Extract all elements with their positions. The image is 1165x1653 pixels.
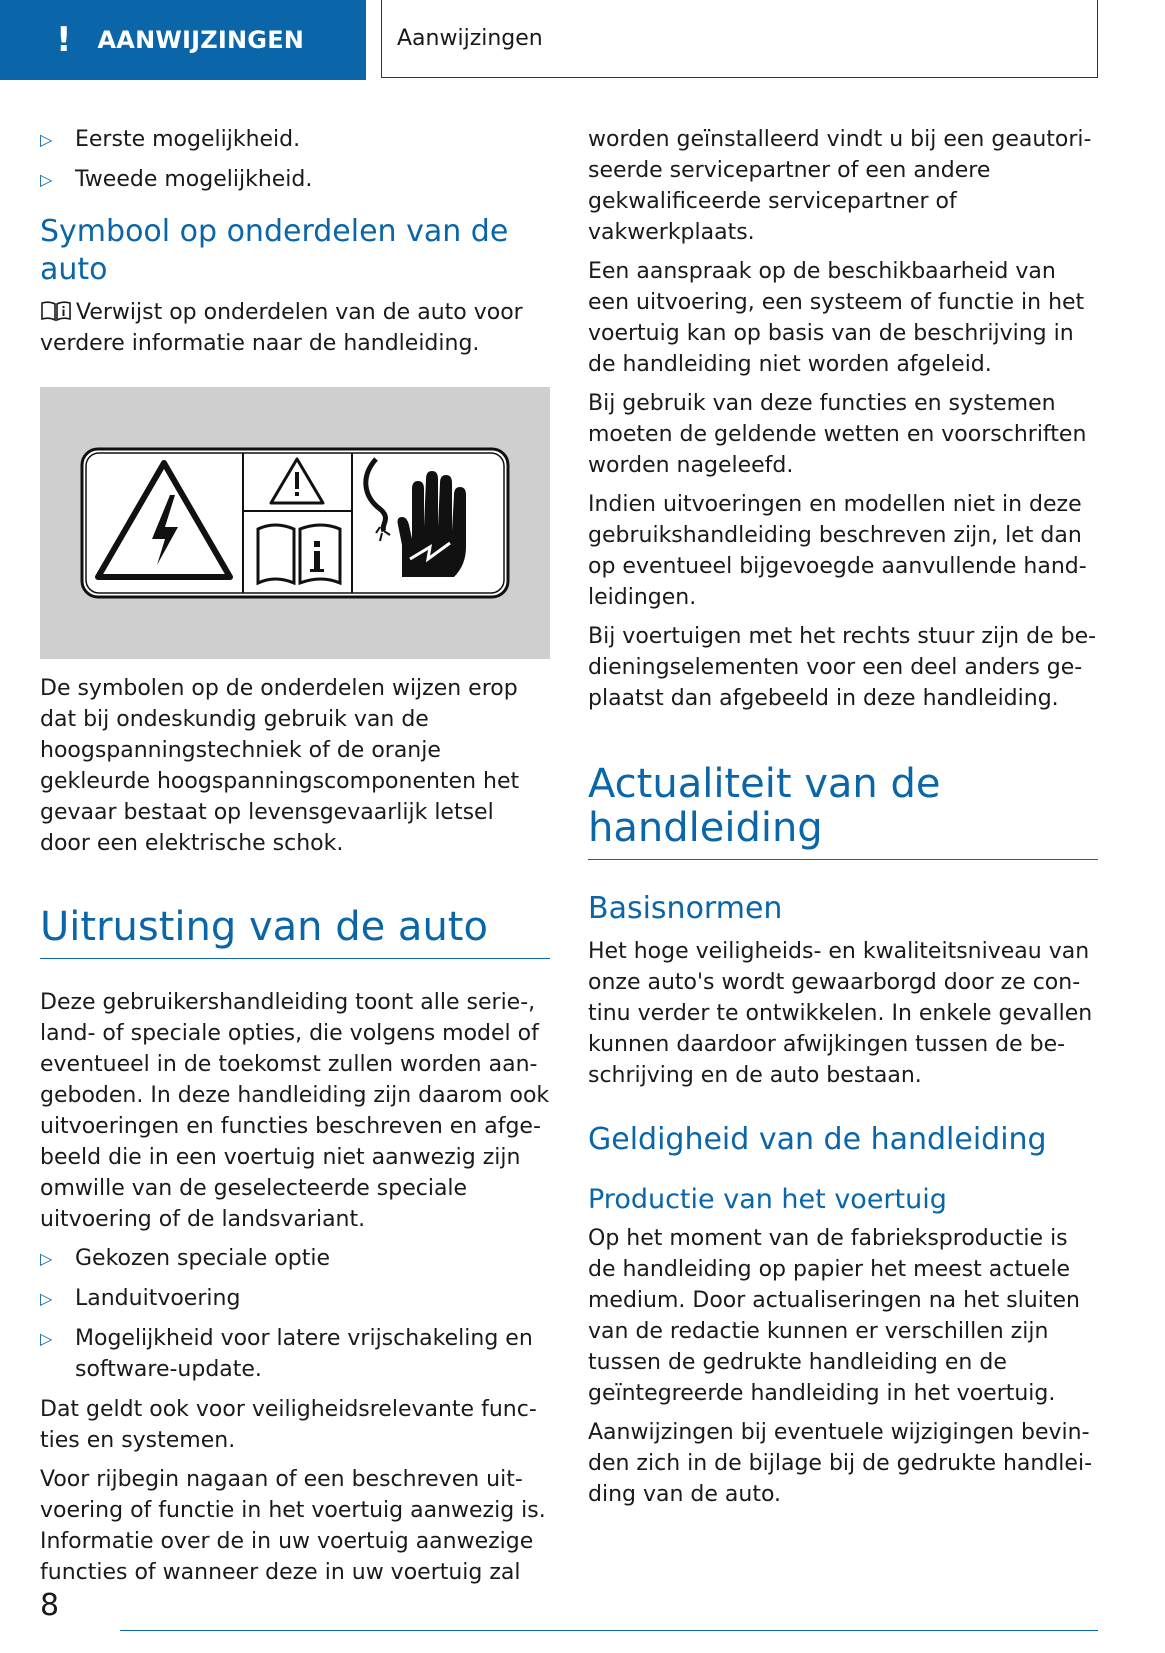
- production-heading: Productie van het voertuig: [588, 1184, 947, 1215]
- top-bullet-list: [40, 124, 550, 195]
- equipment-paragraph: Deze gebruikershandleiding toont alle serie-, land- of speciale opties, die volgens model of eventueel in de toekomst zullen worden aangeboden. In deze handleiding zijn daarom ook uitvoeringen en functies beschreven en afgebeeld die in een voertuig niet aanwezig zijn omwille van de geselecteerde speciale uitvoering of de landsvariant.: [40, 990, 550, 1232]
- triangle-bullet-icon: ▷: [40, 130, 53, 149]
- triangle-bullet-icon: ▷: [40, 170, 53, 189]
- list-item: ▷ Gekozen speciale optie: [40, 1243, 550, 1274]
- check-paragraph: Voor rijbegin nagaan of een beschreven uitvoering of functie in het voertuig aanwezig is. Informatie over de in uw voertuig aanwezige functies of wanneer deze in uw voertuig zal: [40, 1467, 546, 1585]
- list-item: ▷ Eerste mogelijkheid.: [40, 124, 550, 155]
- laws-paragraph: Bij gebruik van deze functies en systemen moeten de geldende wetten en voorschriften worden nageleefd.: [588, 391, 1087, 478]
- changes-paragraph: Aanwijzingen bij eventuele wijzigingen bevinden zich in de bijlage bij de gedrukte handleiding van de auto.: [588, 1420, 1093, 1507]
- continued-paragraph: worden geïnstalleerd vindt u bij een geautoriseerde servicepartner of een andere gekwalificeerde servicepartner of vakwerkplaats.: [588, 127, 1092, 245]
- high-voltage-warning-label: [80, 447, 510, 599]
- right-column: [588, 124, 1098, 1518]
- basic-standards-heading: Basisnormen: [588, 891, 783, 926]
- header-tab: [0, 0, 366, 80]
- symbols-paragraph: De symbolen op de onderdelen wijzen erop dat bij ondeskundig gebruik van de hoogspanningstechniek of de oranje gekleurde hoogspanningscomponenten het gevaar bestaat op levensgevaarlijk letsel door een elektrische schok.: [40, 676, 520, 856]
- production-paragraph: Op het moment van de fabrieksproductie is de handleiding op papier het meest actuele medium. Door actualiseringen na het sluiten van de redactie kunnen er verschillen zijn tussen de gedrukte handleiding en de geïntegreerde handleiding in het voertuig.: [588, 1226, 1080, 1406]
- equipment-bullet-list: [40, 1243, 550, 1385]
- validity-heading: Geldigheid van de handleiding: [588, 1122, 1047, 1157]
- triangle-bullet-icon: ▷: [40, 1329, 53, 1348]
- header-section-title: [381, 0, 1098, 78]
- page-number: 8: [40, 1588, 60, 1623]
- section-title-text: Aanwijzingen: [397, 26, 543, 51]
- actuality-heading: Actualiteit van de handleiding: [588, 762, 1098, 860]
- symbol-text: Verwijst op onderdelen van de auto voor verdere informatie naar de handleiding.: [40, 300, 523, 356]
- left-column: [40, 124, 550, 1596]
- footer-divider: [120, 1630, 1098, 1631]
- triangle-bullet-icon: ▷: [40, 1289, 53, 1308]
- claim-paragraph: Een aanspraak op de beschikbaarheid van een uitvoering, een systeem of functie in het voertuig kan op basis van de beschrijving in de handleiding niet worden afgeleid.: [588, 259, 1085, 377]
- warning-icon: !: [56, 20, 72, 60]
- list-item: ▷ Tweede mogelijkheid.: [40, 164, 550, 195]
- safety-paragraph: Dat geldt ook voor veiligheidsrelevante functies en systemen.: [40, 1397, 537, 1453]
- list-item: ▷ Mogelijkheid voor latere vrijschakeling en software-update.: [40, 1323, 550, 1385]
- list-item: ▷ Landuitvoering: [40, 1283, 550, 1314]
- basic-paragraph: Het hoge veiligheids- en kwaliteitsniveau van onze auto's wordt gewaarborgd door ze continu verder te ontwikkelen. In enkele gevallen kunnen daardoor afwijkingen tussen de beschrijving en de auto bestaan.: [588, 939, 1093, 1088]
- models-paragraph: Indien uitvoeringen en modellen niet in deze gebruikshandleiding beschreven zijn, let dan op eventueel bijgevoegde aanvullende handleidingen.: [588, 492, 1087, 610]
- manual-book-icon: [40, 300, 72, 322]
- rhd-paragraph: Bij voertuigen met het rechts stuur zijn de bedieningselementen voor een deel anders geplaatst dan afgebeeld in deze handleiding.: [588, 624, 1097, 711]
- warning-label-figure: [40, 387, 550, 659]
- header-tab-title: AANWIJZINGEN: [97, 26, 305, 54]
- triangle-bullet-icon: ▷: [40, 1249, 53, 1268]
- equipment-heading: Uitrusting van de auto: [40, 905, 550, 959]
- symbol-heading: Symbool op onderdelen van de auto: [40, 214, 509, 287]
